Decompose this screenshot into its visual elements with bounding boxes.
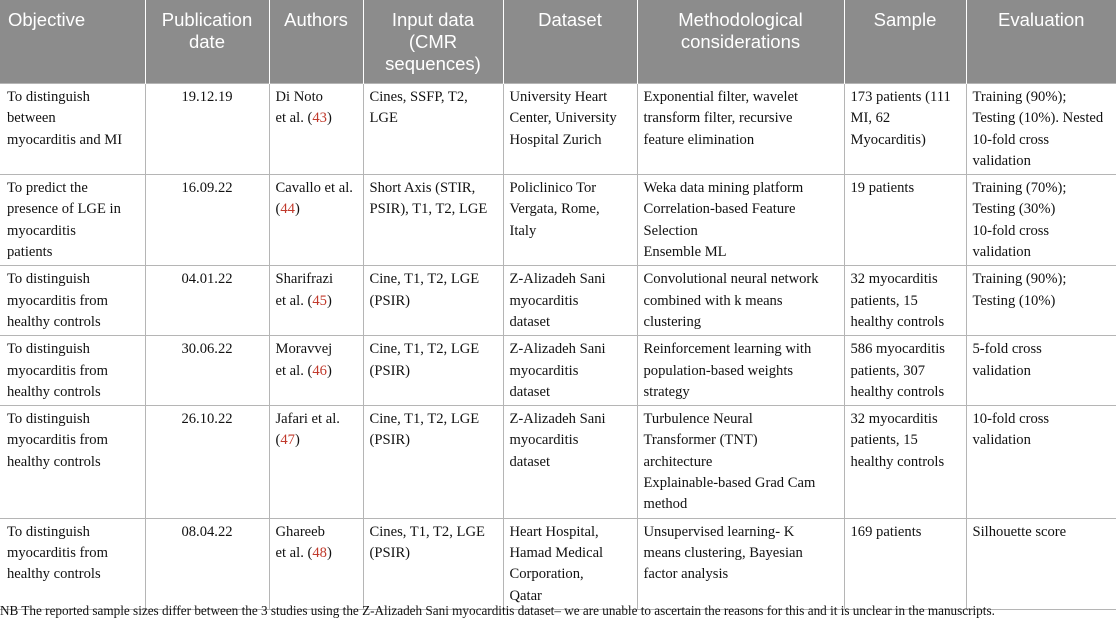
cell-line: validation [972,244,1031,261]
methods-cell [637,336,844,406]
authors-text: ( [275,432,281,449]
cell-line: (PSIR) [369,544,411,561]
cell-line: dataset [509,453,551,470]
cell-line: Z-Alizadeh Sani [509,341,606,358]
header-dataset [503,0,637,84]
evaluation-cell [966,84,1116,175]
authors-cell [269,336,363,406]
cell-line: myocarditis [509,292,579,309]
authors-text: et al. ( [275,362,313,379]
authors-line [276,291,357,312]
cell-line: Training (90%); [972,271,1067,288]
cell-line: Testing (10%). Nested [972,110,1104,127]
dataset-cell [503,406,637,518]
cell-line: Objective [8,9,86,30]
authors-line [276,108,357,129]
authors-text: Cavallo et al. [275,180,353,197]
cell-line: 586 myocarditis [850,341,945,358]
cell-line: Convolutional neural network [643,271,819,288]
cell-line: Heart Hospital, [509,523,599,540]
authors-line [276,430,357,451]
methods-cell [637,518,844,609]
table-header [0,0,1116,84]
authors-cell [269,84,363,175]
cell-line: 10-fold cross [972,222,1050,239]
cell-line: Sample [873,9,937,30]
closing-paren: ) [294,432,300,449]
sample-cell [844,336,966,406]
cell-line: validation [972,432,1031,449]
cell-line: Policlinico Tor [509,180,597,197]
input-data-cell [363,175,503,266]
date-cell: 04.01.22 [145,266,269,336]
methods-cell [637,84,844,175]
authors-text: Ghareeb [275,523,325,540]
methods-cell [637,406,844,518]
cell-line: Qatar [509,587,542,604]
sample-cell [844,518,966,609]
cell-line: 169 patients [850,523,922,540]
header-sample [844,0,966,84]
date-cell: 26.10.22 [145,406,269,518]
authors-cell [269,266,363,336]
cell-line: Weka data mining platform [643,180,804,197]
objective-cell [0,266,145,336]
table-row [0,84,1116,175]
cell-line: healthy controls [850,313,945,330]
reference-link[interactable]: 43 [312,110,327,127]
cell-line: transform filter, recursive [643,110,793,127]
sample-cell [844,84,966,175]
cell-line: combined with k means [643,292,783,309]
authors-line [276,87,357,108]
cell-line: Cine, T1, T2, LGE [369,411,480,428]
cell-line: Publication [161,9,253,30]
header-input-data [363,0,503,84]
input-data-cell [363,518,503,609]
cell-line: (CMR [408,31,458,52]
evaluation-cell [966,266,1116,336]
cell-line: Italy [509,222,537,239]
cell-line: Cine, T1, T2, LGE [369,341,480,358]
cell-line: patients, 15 [850,292,918,309]
date-cell: 19.12.19 [145,84,269,175]
cell-line: population-based weights [643,362,794,379]
cell-line: myocarditis [7,222,76,239]
cell-line: Reinforcement learning with [643,341,812,358]
header-methodological-considerations [637,0,844,84]
cell-line: To distinguish [7,89,90,105]
header-row [0,0,1116,84]
objective-cell [0,336,145,406]
authors-text: ( [275,201,281,218]
dataset-cell [503,266,637,336]
cell-line: Dataset [538,9,602,30]
date-cell: 16.09.22 [145,175,269,266]
cell-line: Short Axis (STIR, [369,180,476,197]
authors-line [276,409,357,430]
cell-line: 19 patients [850,180,915,197]
cell-line: To distinguish [7,341,90,358]
cell-line: clustering [643,313,702,330]
closing-paren: ) [326,362,332,379]
cell-line: To distinguish [7,271,90,288]
objective-cell [0,84,145,175]
cell-line: PSIR), T1, T2, LGE [369,201,488,218]
cell-line: Center, University [509,110,617,127]
cell-line: presence of LGE in [7,201,121,218]
closing-paren: ) [326,292,332,309]
authors-text: Moravvej [275,341,333,358]
input-data-cell [363,406,503,518]
cell-line: dataset [509,313,551,330]
input-data-cell [363,84,503,175]
closing-paren: ) [294,201,300,218]
cell-line: Ensemble ML [643,244,727,261]
sample-cell [844,175,966,266]
evaluation-cell [966,518,1116,609]
table-body [0,84,1116,610]
date-cell: 08.04.22 [145,518,269,609]
dataset-cell [503,336,637,406]
cell-line: healthy controls [7,566,101,583]
cell-line: date [188,31,225,52]
cell-line: method [643,496,688,513]
methods-cell [637,266,844,336]
sample-cell [844,266,966,336]
cell-line: Z-Alizadeh Sani [509,271,606,288]
dataset-cell [503,175,637,266]
cell-line: (PSIR) [369,362,411,379]
table-row [0,406,1116,518]
cell-line: means clustering, Bayesian [643,544,803,561]
cell-line: patients, 307 [850,362,926,379]
cell-line: sequences) [385,53,481,74]
cell-line: LGE [369,110,398,127]
cell-line: 32 myocarditis [850,271,938,288]
authors-text: et al. ( [275,110,313,127]
cell-line: Silhouette score [972,523,1067,540]
cell-line: factor analysis [643,566,729,583]
cell-line: Selection [643,222,698,239]
authors-cell [269,518,363,609]
cell-line: (PSIR) [369,432,411,449]
cell-line: patients [7,244,53,261]
cell-line: Explainable-based Grad Cam [643,475,816,492]
cell-line: 173 patients (111 [850,89,951,105]
cell-line: myocarditis [509,362,579,379]
reference-link[interactable]: 47 [280,432,295,449]
cell-line: Training (70%); [972,180,1067,197]
cell-line: Exponential filter, wavelet [643,89,799,105]
header-publication-date [145,0,269,84]
evaluation-cell [966,336,1116,406]
evaluation-cell [966,175,1116,266]
cell-line: Transformer (TNT) [643,432,758,449]
cell-line: myocarditis from [7,362,108,379]
methods-cell [637,175,844,266]
authors-cell [269,406,363,518]
cell-line: dataset [509,383,551,400]
sample-cell [844,406,966,518]
cell-line: To distinguish [7,523,90,540]
authors-text: Di Noto [275,89,323,105]
authors-line [276,543,357,564]
header-objective [0,0,145,84]
cell-line: Turbulence Neural [643,411,753,428]
cell-line: Z-Alizadeh Sani [509,411,606,428]
cell-line: Correlation-based Feature [643,201,796,218]
cell-line: healthy controls [7,383,101,400]
cell-line: Authors [284,9,348,30]
cell-line: strategy [643,383,690,400]
cell-line: Cines, T1, T2, LGE [369,523,485,540]
cell-line: 32 myocarditis [850,411,938,428]
authors-line [276,339,357,360]
cell-line: healthy controls [7,313,101,330]
cell-line: Cines, SSFP, T2, [369,89,468,105]
cell-line: 5-fold cross [972,341,1042,358]
dataset-cell [503,518,637,609]
cell-line: Unsupervised learning- K [643,523,795,540]
table-row [0,336,1116,406]
cell-line: Methodological [678,9,803,30]
cell-line: architecture [643,453,713,470]
cell-line: (PSIR) [369,292,411,309]
cell-line: Corporation, [509,566,584,583]
cell-line: myocarditis and MI [7,131,123,148]
table-footnote: NB The reported sample sizes differ between the 3 studies using the Z-Alizadeh Sani myocarditis dataset– we are unable to ascertain the reasons for this and it is unclear in the manuscripts. [0,603,995,618]
table-row [0,518,1116,609]
closing-paren: ) [326,110,332,127]
cell-line: Cine, T1, T2, LGE [369,271,480,288]
cell-line: Training (90%); [972,89,1067,105]
authors-text: et al. ( [275,544,313,561]
authors-line [276,522,357,543]
input-data-cell [363,336,503,406]
reference-link[interactable]: 45 [312,292,327,309]
cell-line: University Heart [509,89,608,105]
cell-line: Vergata, Rome, [509,201,600,218]
cell-line: Myocarditis) [850,131,926,148]
cell-line: Testing (30%) [972,201,1056,218]
authors-text: Sharifrazi [275,271,334,288]
cell-line: MI, 62 [850,110,891,127]
cell-line: To predict the [7,180,88,197]
cell-line: healthy controls [7,453,101,470]
header-authors [269,0,363,84]
cell-line: patients, 15 [850,432,918,449]
authors-text: Jafari et al. [275,411,340,428]
authors-text: et al. ( [275,292,313,309]
cell-line: 10-fold cross [972,131,1050,148]
input-data-cell [363,266,503,336]
cell-line: healthy controls [850,453,945,470]
reference-link[interactable]: 44 [280,201,295,218]
objective-cell [0,175,145,266]
reference-link[interactable]: 48 [312,544,327,561]
objective-cell [0,406,145,518]
header-evaluation [966,0,1116,84]
cell-line: myocarditis from [7,432,108,449]
evaluation-cell [966,406,1116,518]
cell-line: Evaluation [998,9,1085,30]
cell-line: validation [972,362,1031,379]
cell-line: myocarditis [509,432,579,449]
authors-line [276,178,357,199]
cell-line: 10-fold cross [972,411,1050,428]
table-row [0,266,1116,336]
reference-link[interactable]: 46 [312,362,327,379]
cell-line: Hospital Zurich [509,131,602,148]
authors-cell [269,175,363,266]
cell-line: Input data [391,9,475,30]
cell-line: myocarditis from [7,544,108,561]
cell-line: Testing (10%) [972,292,1056,309]
cell-line: Hamad Medical [509,544,604,561]
cell-line: considerations [680,31,801,52]
authors-line [276,199,357,220]
date-cell: 30.06.22 [145,336,269,406]
cell-line: validation [972,152,1031,169]
closing-paren: ) [326,544,332,561]
authors-line [276,361,357,382]
dataset-cell [503,84,637,175]
authors-line [276,269,357,290]
cell-line: myocarditis from [7,292,108,309]
cell-line: between [7,110,56,127]
cell-line: To distinguish [7,411,90,428]
cell-line: healthy controls [850,383,945,400]
table-row [0,175,1116,266]
cell-line: feature elimination [643,131,755,148]
objective-cell [0,518,145,609]
